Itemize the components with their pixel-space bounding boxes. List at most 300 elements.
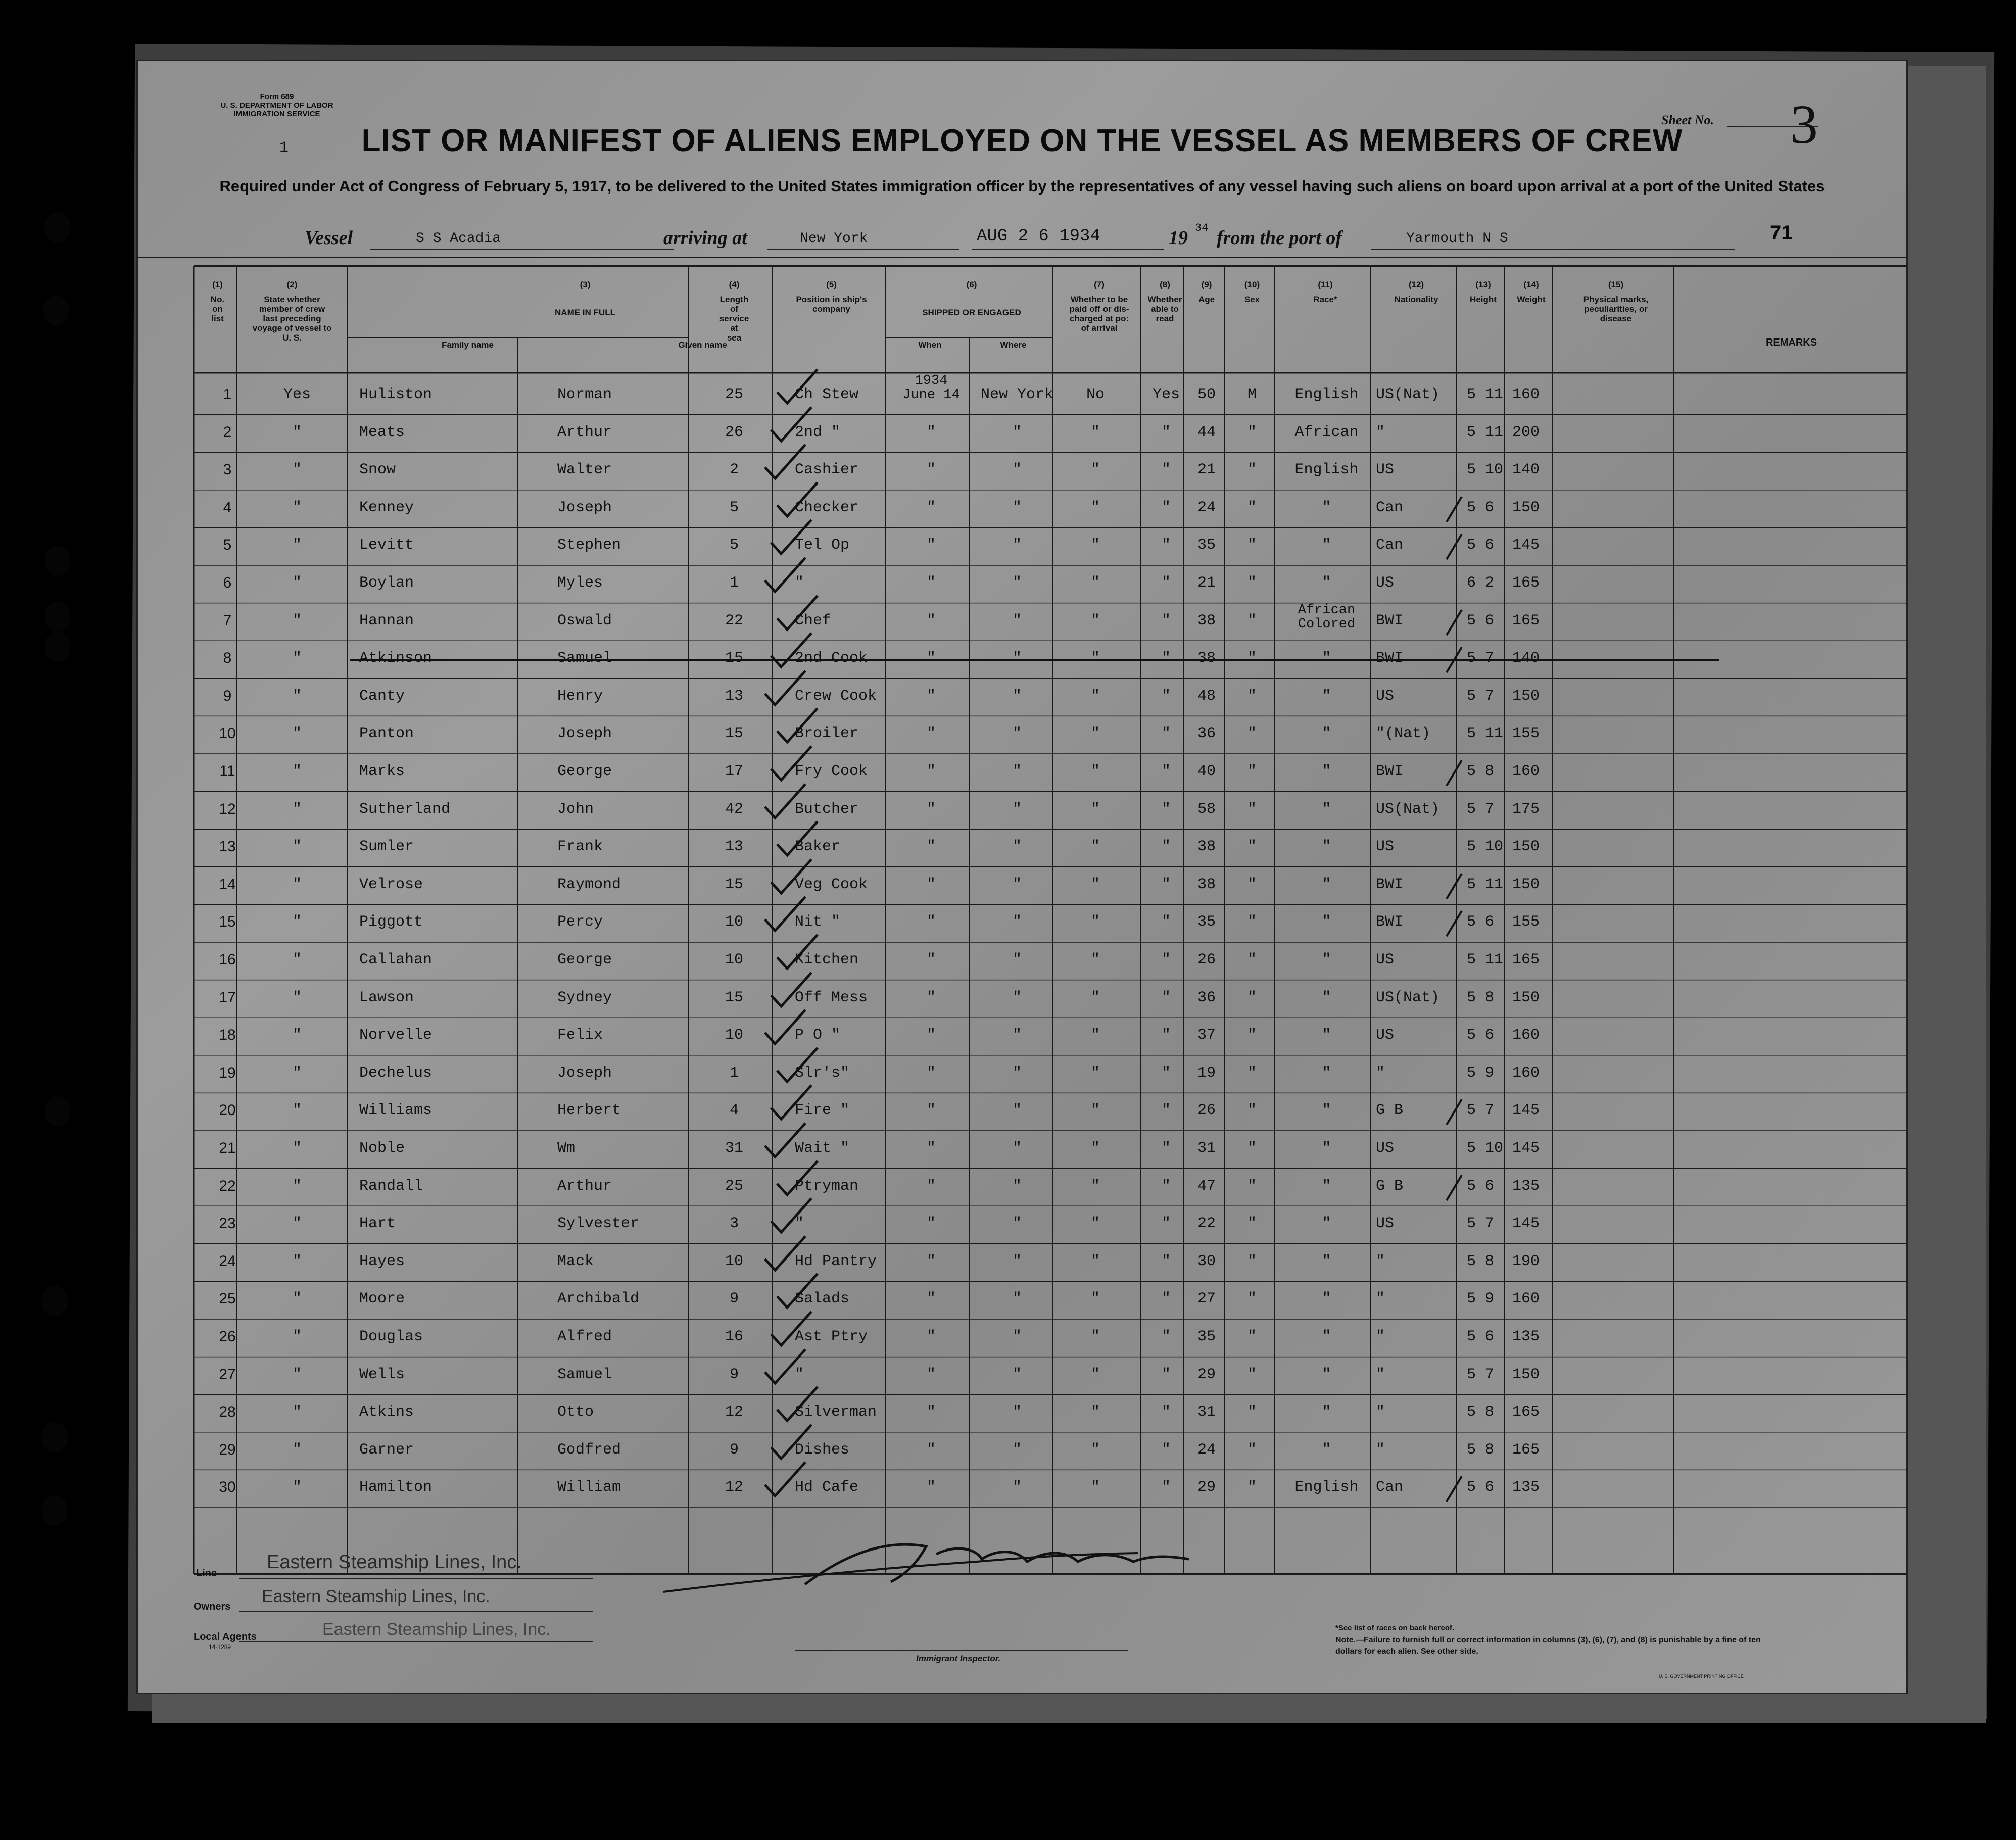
cell-where: " — [1012, 499, 1022, 516]
cell-sex: " — [1247, 612, 1257, 630]
cell-family: Hannan — [359, 612, 414, 630]
cell-given: Henry — [557, 687, 603, 705]
cell-nat: Can — [1376, 1479, 1404, 1496]
column-subheader: When — [918, 340, 942, 350]
cell-family: Wells — [359, 1366, 405, 1383]
cell-height: 5 8 — [1467, 1403, 1495, 1421]
cell-race: " — [1322, 574, 1331, 592]
cell-position: Cashier — [795, 461, 859, 479]
cell-no: 5 — [223, 537, 232, 554]
cell-service: 5 — [729, 499, 739, 516]
mark-1: 1 — [279, 139, 289, 157]
table-row — [138, 1357, 1906, 1395]
cell-family: Panton — [359, 725, 414, 743]
cell-nat: " — [1376, 1064, 1385, 1082]
column-number: (3) — [580, 280, 591, 289]
check-mark — [775, 1271, 820, 1312]
cell-nat: " — [1376, 1403, 1385, 1421]
cell-paid: " — [1090, 876, 1100, 893]
cell-race: " — [1322, 838, 1331, 856]
cell-prev: " — [292, 537, 302, 554]
cell-family: Boylan — [359, 574, 414, 592]
binder-hole — [44, 632, 71, 662]
table-row — [138, 1470, 1906, 1508]
cell-read: " — [1161, 800, 1171, 818]
cell-given: Wm — [557, 1140, 576, 1157]
cell-nat: G B — [1376, 1102, 1404, 1120]
cell-sex: " — [1247, 951, 1257, 969]
cell-position: Ch Stew — [795, 386, 859, 403]
races-note: *See list of races on back hereof. — [1335, 1624, 1455, 1632]
cell-height: 5 7 — [1467, 1366, 1495, 1383]
cell-race: " — [1322, 1328, 1331, 1345]
cell-no: 6 — [223, 574, 232, 591]
check-mark — [762, 1347, 808, 1387]
check-mark — [775, 367, 820, 407]
cell-paid: " — [1090, 1102, 1100, 1120]
cell-when: " — [926, 876, 936, 893]
table-row — [138, 603, 1906, 641]
cell-when: " — [926, 1290, 936, 1308]
table-row — [138, 1319, 1906, 1357]
cell-read: " — [1161, 1027, 1171, 1044]
cell-where: New York — [980, 386, 1054, 403]
column-header: Length of service at sea — [719, 295, 749, 343]
year-prefix: 19 — [1169, 227, 1188, 249]
column-subheader: Given name — [678, 340, 727, 350]
cell-position: Ast Ptry — [795, 1328, 868, 1345]
cell-weight: 155 — [1512, 913, 1540, 931]
check-mark — [769, 1422, 814, 1463]
vessel-name: S S Acadia — [416, 231, 501, 247]
cell-race: " — [1322, 763, 1331, 780]
column-header: Physical marks, peculiarities, or disease — [1583, 295, 1649, 323]
table-row — [138, 679, 1906, 716]
column-header: Race* — [1313, 295, 1337, 304]
cell-race: " — [1322, 499, 1331, 516]
cell-nat: US — [1376, 687, 1395, 705]
cell-age: 35 — [1197, 537, 1216, 554]
cell-height: 5 6 — [1467, 913, 1495, 931]
nationality-tick — [1444, 758, 1464, 788]
cell-paid: " — [1090, 574, 1100, 592]
binder-hole — [44, 212, 71, 243]
arriving-port: New York — [800, 231, 868, 247]
cell-position: P O " — [795, 1027, 841, 1044]
column-header: Sex — [1244, 295, 1260, 304]
cell-sex: " — [1247, 1403, 1257, 1421]
cell-read: " — [1161, 1441, 1171, 1459]
cell-read: " — [1161, 423, 1171, 441]
cell-paid: No — [1086, 386, 1105, 403]
penalty-note: Note.—Failure to furnish full or correct information in columns (3), (6), (7), and (8) is punishable by a fine of ten dollars for each alien. See other side. — [1335, 1636, 1761, 1656]
cell-read: " — [1161, 951, 1171, 969]
cell-family: Piggott — [359, 913, 423, 931]
cell-nat: BWI — [1376, 612, 1404, 630]
cell-prev: " — [292, 650, 302, 667]
table-row — [138, 754, 1906, 792]
cell-no: 26 — [219, 1328, 236, 1345]
cell-height: 5 6 — [1467, 1479, 1495, 1496]
cell-position: Salads — [795, 1290, 850, 1308]
cell-nat: US — [1376, 1140, 1395, 1157]
cell-given: Myles — [557, 574, 603, 592]
cell-paid: " — [1090, 1252, 1100, 1270]
cell-service: 15 — [725, 876, 743, 893]
cell-height: 5 7 — [1467, 687, 1495, 705]
cell-service: 25 — [725, 1177, 743, 1195]
cell-no: 27 — [219, 1366, 236, 1383]
cell-height: 5 7 — [1467, 1102, 1495, 1120]
cell-where: " — [1012, 1252, 1022, 1270]
nationality-tick — [1444, 871, 1464, 901]
cell-when: " — [926, 1366, 936, 1383]
cell-paid: " — [1090, 687, 1100, 705]
cell-given: Raymond — [557, 876, 621, 893]
cell-weight: 150 — [1512, 989, 1540, 1006]
page-number: 71 — [1770, 222, 1793, 244]
cell-race: " — [1322, 1215, 1331, 1233]
cell-paid: " — [1090, 1366, 1100, 1383]
column-header: Whether to be paid off or dis- charged at po: of arrival — [1069, 295, 1129, 333]
cell-prev: " — [292, 1328, 302, 1345]
cell-height: 5 6 — [1467, 612, 1495, 630]
cell-prev: Yes — [283, 386, 311, 403]
cell-service: 15 — [725, 725, 743, 743]
cell-age: 27 — [1197, 1290, 1216, 1308]
cell-height: 5 11 — [1467, 423, 1504, 441]
agents-label: Local Agents — [194, 1631, 257, 1642]
cell-read: " — [1161, 1479, 1171, 1496]
cell-read: " — [1161, 1366, 1171, 1383]
cell-race: " — [1322, 1140, 1331, 1157]
cell-when: " — [926, 1215, 936, 1233]
cell-nat: US(Nat) — [1376, 989, 1440, 1006]
cell-read: " — [1161, 650, 1171, 667]
cell-when: " — [926, 1252, 936, 1270]
cell-height: 5 11 — [1467, 386, 1504, 403]
check-mark — [762, 555, 808, 596]
table-row — [138, 1206, 1906, 1244]
cell-given: Sydney — [557, 989, 612, 1006]
cell-nat: Can — [1376, 537, 1404, 554]
cell-given: Archibald — [557, 1290, 640, 1308]
cell-weight: 150 — [1512, 1366, 1540, 1383]
cell-weight: 150 — [1512, 876, 1540, 893]
cell-given: Mack — [557, 1252, 594, 1270]
cell-service: 15 — [725, 650, 743, 667]
cell-when: " — [926, 1064, 936, 1082]
cell-race: African Colored — [1298, 602, 1356, 632]
cell-age: 38 — [1197, 838, 1216, 856]
cell-sex: " — [1247, 800, 1257, 818]
cell-nat: " — [1376, 1252, 1385, 1270]
table-row — [138, 792, 1906, 830]
check-mark — [775, 1045, 820, 1086]
cell-sex: " — [1247, 1479, 1257, 1496]
cell-family: Douglas — [359, 1328, 423, 1345]
cell-nat: BWI — [1376, 876, 1404, 893]
cell-service: 42 — [725, 800, 743, 818]
column-number: (1) — [212, 280, 223, 289]
cell-position: Tel Op — [795, 537, 850, 554]
cell-when: " — [926, 574, 936, 592]
cell-prev: " — [292, 763, 302, 780]
cell-paid: " — [1090, 1290, 1100, 1308]
cell-position: Ptryman — [795, 1177, 859, 1195]
cell-paid: " — [1090, 423, 1100, 441]
cell-paid: " — [1090, 800, 1100, 818]
column-number: (12) — [1408, 280, 1424, 289]
cell-service: 13 — [725, 838, 743, 856]
cell-service: 3 — [729, 1215, 739, 1233]
cell-service: 2 — [729, 461, 739, 479]
cell-read: " — [1161, 876, 1171, 893]
cell-race: " — [1322, 876, 1331, 893]
vessel-line — [370, 249, 674, 250]
column-subheader: Family name — [442, 340, 494, 350]
cell-given: Arthur — [557, 423, 612, 441]
cell-paid: " — [1090, 612, 1100, 630]
column-number: (7) — [1094, 280, 1105, 289]
cell-where: " — [1012, 1290, 1022, 1308]
cell-weight: 145 — [1512, 1102, 1540, 1120]
cell-family: Atkinson — [359, 650, 433, 667]
cell-prev: " — [292, 1479, 302, 1496]
cell-when: " — [926, 989, 936, 1006]
cell-no: 20 — [219, 1102, 236, 1119]
cell-paid: " — [1090, 650, 1100, 667]
cell-paid: " — [1090, 951, 1100, 969]
cell-age: 31 — [1197, 1403, 1216, 1421]
cell-paid: " — [1090, 499, 1100, 516]
cell-prev: " — [292, 800, 302, 818]
cell-nat: US — [1376, 1027, 1395, 1044]
cell-no: 23 — [219, 1215, 236, 1232]
cell-no: 19 — [219, 1064, 236, 1081]
cell-read: " — [1161, 1215, 1171, 1233]
cell-sex: " — [1247, 1366, 1257, 1383]
page-title: LIST OR MANIFEST OF ALIENS EMPLOYED ON THE VESSEL AS MEMBERS OF CREW — [361, 123, 1683, 158]
cell-given: Felix — [557, 1027, 603, 1044]
table-row — [138, 527, 1906, 565]
nationality-tick — [1444, 1474, 1464, 1504]
column-header: Nationality — [1394, 295, 1438, 304]
cell-weight: 190 — [1512, 1252, 1540, 1270]
cell-weight: 150 — [1512, 838, 1540, 856]
cell-given: George — [557, 763, 612, 780]
cell-sex: " — [1247, 1290, 1257, 1308]
check-mark — [769, 857, 814, 897]
cell-prev: " — [292, 989, 302, 1006]
cell-race: " — [1322, 1366, 1331, 1383]
table-row — [138, 942, 1906, 980]
cell-prev: " — [292, 1441, 302, 1459]
column-header: State whether member of crew last preceding voyage of vessel to U. S. — [252, 295, 332, 343]
cell-height: 5 9 — [1467, 1064, 1495, 1082]
cell-prev: " — [292, 1215, 302, 1233]
cell-when: " — [926, 423, 936, 441]
cell-sex: " — [1247, 650, 1257, 667]
cell-no: 13 — [219, 838, 236, 855]
cell-read: " — [1161, 838, 1171, 856]
cell-no: 14 — [219, 876, 236, 893]
cell-age: 26 — [1197, 1102, 1216, 1120]
cell-position: Kitchen — [795, 951, 859, 969]
cell-position: Hd Pantry — [795, 1252, 877, 1270]
cell-nat: BWI — [1376, 763, 1404, 780]
cell-sex: " — [1247, 537, 1257, 554]
nationality-tick — [1444, 607, 1464, 638]
cell-weight: 150 — [1512, 687, 1540, 705]
cell-family: Hamilton — [359, 1479, 433, 1496]
cell-paid: " — [1090, 537, 1100, 554]
cell-given: Alfred — [557, 1328, 612, 1345]
cell-height: 5 6 — [1467, 537, 1495, 554]
cell-race: " — [1322, 650, 1331, 667]
cell-when: " — [926, 838, 936, 856]
check-mark — [769, 1309, 814, 1349]
check-mark — [762, 442, 808, 482]
check-mark — [762, 894, 808, 935]
check-mark — [775, 593, 820, 634]
cell-race: " — [1322, 1064, 1331, 1082]
cell-where: " — [1012, 537, 1022, 554]
cell-weight: 165 — [1512, 1441, 1540, 1459]
cell-race: " — [1322, 800, 1331, 818]
cell-nat: BWI — [1376, 650, 1404, 667]
cell-service: 1 — [729, 1064, 739, 1082]
cell-position: 2nd " — [795, 423, 841, 441]
cell-prev: " — [292, 913, 302, 931]
cell-position: Slr's" — [795, 1064, 850, 1082]
binder-hole — [41, 1422, 68, 1452]
cell-service: 10 — [725, 951, 743, 969]
cell-where: " — [1012, 1366, 1022, 1383]
cell-age: 36 — [1197, 989, 1216, 1006]
cell-service: 5 — [729, 537, 739, 554]
sheet-no: 3 — [1790, 93, 1818, 155]
cell-service: 13 — [725, 687, 743, 705]
cell-prev: " — [292, 574, 302, 592]
cell-where: " — [1012, 1064, 1022, 1082]
cell-read: " — [1161, 612, 1171, 630]
check-mark — [775, 819, 820, 859]
table-row — [138, 452, 1906, 490]
cell-when: " — [926, 913, 936, 931]
cell-where: " — [1012, 876, 1022, 893]
cell-race: African — [1294, 423, 1359, 441]
cell-when: " — [926, 537, 936, 554]
cell-family: Levitt — [359, 537, 414, 554]
printer-mark: U. S. GOVERNMENT PRINTING OFFICE — [1659, 1674, 1744, 1679]
nationality-tick — [1444, 908, 1464, 939]
binder-hole — [44, 546, 71, 576]
cell-weight: 160 — [1512, 1064, 1540, 1082]
cell-weight: 160 — [1512, 1027, 1540, 1044]
arriving-line — [767, 249, 959, 250]
cell-given: William — [557, 1479, 621, 1496]
binder-hole — [41, 1495, 68, 1526]
cell-prev: " — [292, 1140, 302, 1157]
cell-position: Crew Cook — [795, 687, 877, 705]
cell-read: " — [1161, 1252, 1171, 1270]
cell-height: 5 6 — [1467, 1177, 1495, 1195]
cell-race: English — [1294, 386, 1359, 403]
cell-where: " — [1012, 612, 1022, 630]
column-number: (15) — [1608, 280, 1624, 289]
cell-no: 1 — [223, 386, 232, 403]
cell-no: 29 — [219, 1441, 236, 1458]
cell-where: " — [1012, 1140, 1022, 1157]
cell-race: " — [1322, 1252, 1331, 1270]
cell-when: " — [926, 1102, 936, 1120]
cell-sex: " — [1247, 989, 1257, 1006]
cell-read: " — [1161, 1328, 1171, 1345]
cell-age: 36 — [1197, 725, 1216, 743]
cell-where: " — [1012, 951, 1022, 969]
cell-family: Sumler — [359, 838, 414, 856]
cell-sex: " — [1247, 1177, 1257, 1195]
cell-prev: " — [292, 876, 302, 893]
cell-given: Stephen — [557, 537, 621, 554]
check-mark — [769, 1196, 814, 1236]
cell-nat: " — [1376, 1328, 1385, 1345]
cell-no: 2 — [223, 423, 232, 441]
cell-weight: 140 — [1512, 650, 1540, 667]
cell-sex: " — [1247, 876, 1257, 893]
cell-read: " — [1161, 763, 1171, 780]
cell-prev: " — [292, 499, 302, 516]
cell-nat: US(Nat) — [1376, 800, 1440, 818]
cell-age: 31 — [1197, 1140, 1216, 1157]
cell-family: Callahan — [359, 951, 433, 969]
cell-nat: US — [1376, 461, 1395, 479]
column-number: (11) — [1318, 280, 1333, 289]
cell-height: 5 7 — [1467, 650, 1495, 667]
cell-weight: 135 — [1512, 1479, 1540, 1496]
cell-position: Hd Cafe — [795, 1479, 859, 1496]
cell-height: 5 8 — [1467, 763, 1495, 780]
cell-position: Broiler — [795, 725, 859, 743]
cell-position: Nit " — [795, 913, 841, 931]
cell-age: 38 — [1197, 650, 1216, 667]
cell-position: Wait " — [795, 1140, 850, 1157]
cell-race: " — [1322, 725, 1331, 743]
cell-nat: " — [1376, 1290, 1385, 1308]
cell-given: Joseph — [557, 1064, 612, 1082]
cell-family: Garner — [359, 1441, 414, 1459]
cell-age: 48 — [1197, 687, 1216, 705]
cell-sex: " — [1247, 1441, 1257, 1459]
cell-where: " — [1012, 423, 1022, 441]
cell-height: 5 9 — [1467, 1290, 1495, 1308]
cell-no: 17 — [219, 989, 236, 1006]
cell-no: 18 — [219, 1027, 236, 1044]
cell-when: " — [926, 1441, 936, 1459]
cell-sex: " — [1247, 461, 1257, 479]
column-number: (13) — [1475, 280, 1491, 289]
cell-paid: " — [1090, 913, 1100, 931]
cell-position: Chef — [795, 612, 832, 630]
table-row — [138, 490, 1906, 528]
cell-weight: 165 — [1512, 951, 1540, 969]
cell-weight: 160 — [1512, 763, 1540, 780]
table-row — [138, 1394, 1906, 1432]
cell-given: Norman — [557, 386, 612, 403]
cell-no: 16 — [219, 951, 236, 968]
cell-nat: US — [1376, 574, 1395, 592]
